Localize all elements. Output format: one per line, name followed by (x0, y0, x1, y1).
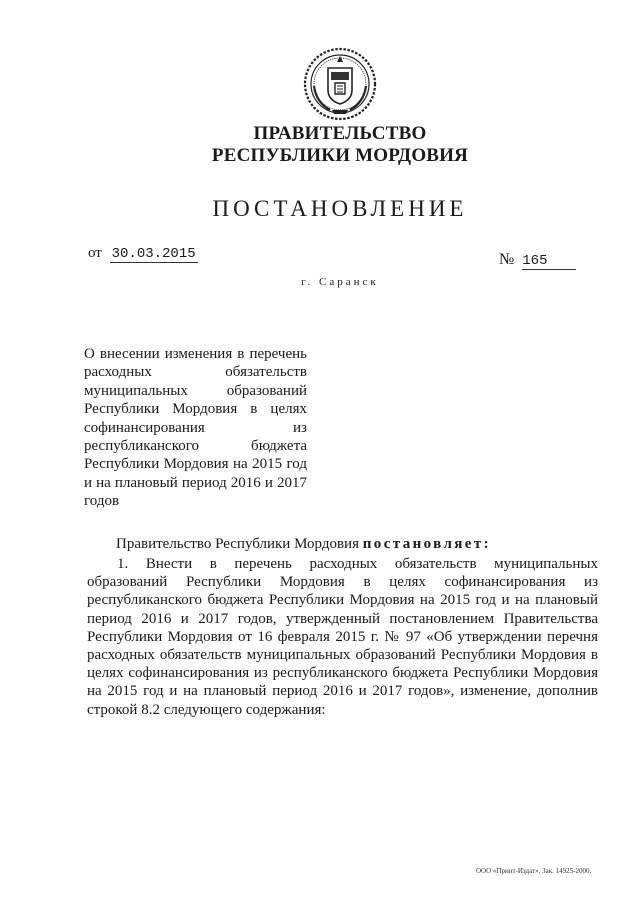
subject-line: годов (84, 493, 120, 510)
body-line: строкой 8.2 следующего содержания: (87, 701, 326, 718)
subject-line: О внесении изменения в перечень (84, 346, 307, 362)
subject-line: Республики Мордовия в целях (84, 401, 307, 418)
decree-body (87, 555, 598, 719)
coat-of-arms-icon (302, 46, 378, 122)
decree-word: постановляет: (362, 536, 492, 552)
body-line: период 2016 и 2017 годов, утвержденный постановлением Правительства (87, 610, 598, 627)
subject-line: софинансирования из (84, 419, 307, 436)
subject-line: Республики Мордовия на 2015 год (84, 456, 307, 473)
government-title-line1: ПРАВИТЕЛЬСТВО (253, 123, 427, 144)
subject-line: республиканского бюджета (84, 438, 307, 455)
preamble-text: Правительство Республики Мордовия (116, 536, 359, 552)
body-line: на 2015 год и на плановый период 2016 и 2017 годов», изменение, дополнив (87, 683, 598, 700)
body-line: расходных обязательств муниципальных образований Республики Мордовия в (87, 647, 598, 664)
body-line: Республики Мордовия от 16 февраля 2015 г. № 97 «Об утверждении перечня (87, 628, 598, 645)
subject-line: и на плановый период 2016 и 2017 (84, 474, 307, 491)
date-field (88, 245, 198, 263)
body-line: целях софинансирования из республиканского бюджета Республики Мордовия (87, 665, 598, 682)
date-value: 30.03.2015 (111, 246, 196, 262)
number-value: 165 (522, 253, 576, 270)
date-prefix: от (88, 245, 102, 261)
body-line: 1. Внести в перечень расходных обязательств муниципальных (117, 556, 598, 572)
print-mark: ООО «Принт-Издат». Зак. 14925-2000. (476, 867, 592, 875)
preamble (116, 536, 491, 553)
city-label: г. Саранск (301, 276, 379, 288)
number-prefix: № (499, 251, 515, 268)
body-line: республиканского бюджета Республики Мордовия на 2015 год и на плановый (87, 592, 598, 609)
body-line: образований Республики Мордовия в целях софинансирования из (87, 574, 598, 591)
subject-line: муниципальных образований (84, 382, 307, 399)
subject-line: расходных обязательств (84, 364, 307, 381)
government-title-line2: РЕСПУБЛИКИ МОРДОВИЯ (211, 145, 469, 166)
document-type-title: ПОСТАНОВЛЕНИЕ (212, 196, 468, 221)
number-field (499, 251, 576, 270)
subject-block (84, 345, 307, 511)
